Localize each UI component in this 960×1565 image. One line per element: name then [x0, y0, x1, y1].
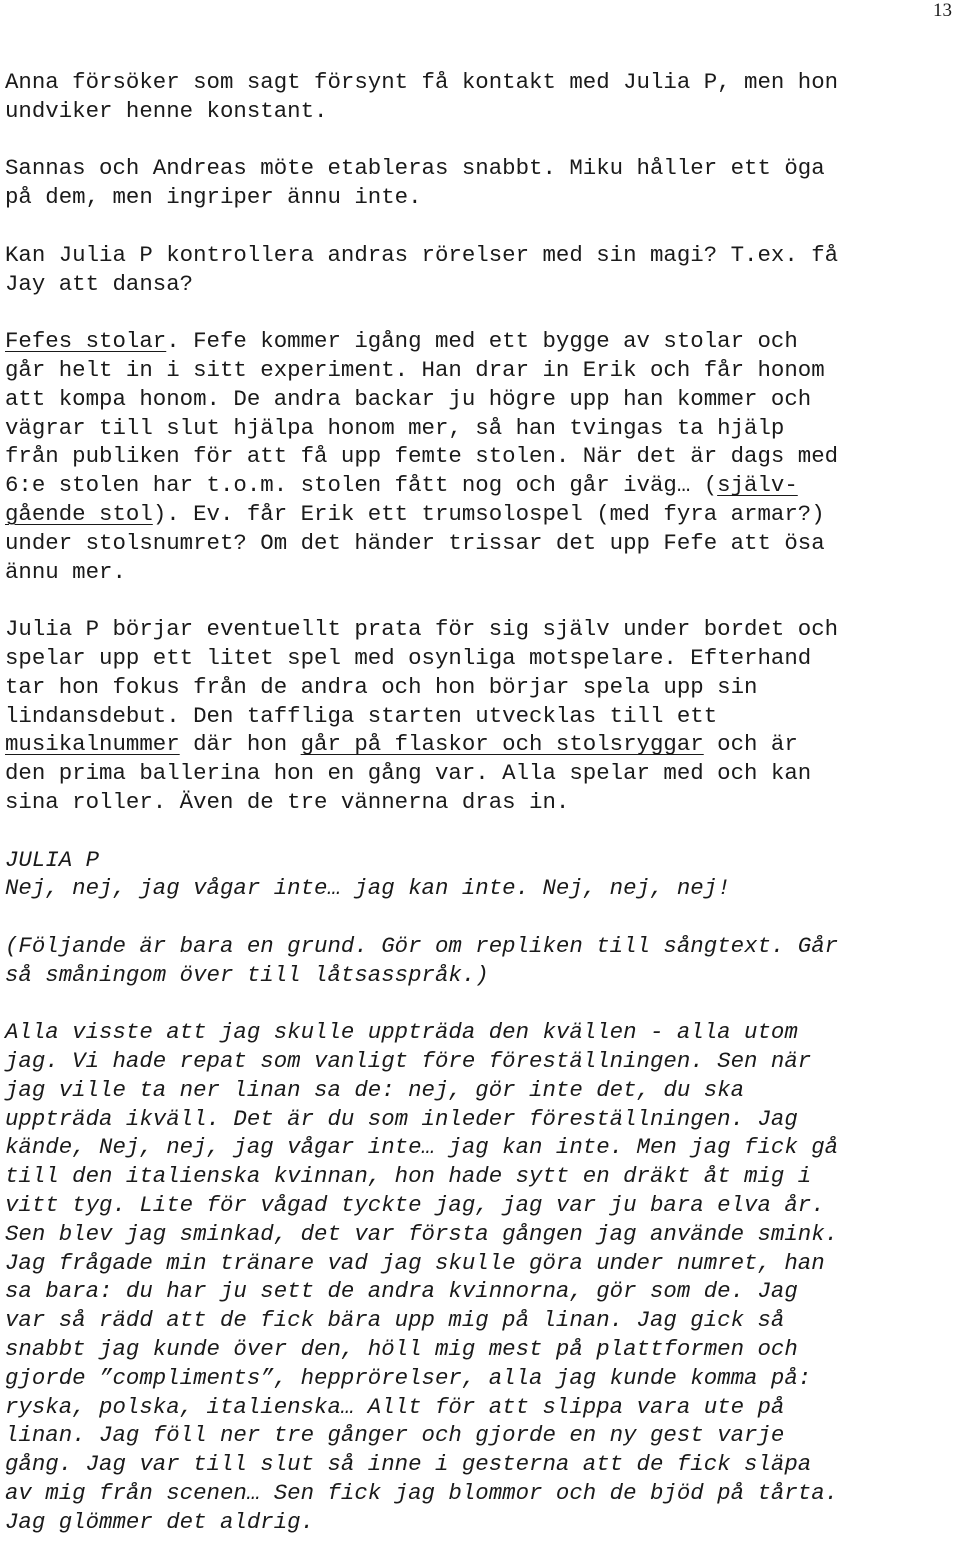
paragraph-julia-magic — [5, 241, 955, 299]
text-line: Jay att dansa? — [5, 270, 194, 297]
stage-direction — [5, 932, 955, 990]
text-line: var så rädd att de fick bära upp mig på linan. Jag gick så — [5, 1307, 785, 1334]
text-line: under stolsnumret? Om det händer trissar det upp Fefe att ösa — [5, 529, 825, 556]
underlined-heading: Fefes stolar — [5, 328, 167, 355]
text-line: så småningom över till låtsasspråk.) — [5, 961, 489, 988]
text-line: Jag glömmer det aldrig. — [5, 1508, 315, 1535]
text-line: sa bara: du har ju sett de andra kvinnorna, gör som de. Jag — [5, 1278, 798, 1305]
paragraph-anna — [5, 68, 955, 126]
page-number: 13 — [933, 0, 952, 21]
dialogue-julia — [5, 846, 955, 904]
monologue — [5, 1018, 955, 1536]
text-line: sina roller. Även de tre vännerna dras in. — [5, 788, 570, 815]
text-line: att kompa honom. De andra backar ju högre upp han kommer och — [5, 385, 812, 412]
paragraph-julia-lindans — [5, 615, 955, 817]
text-line: Julia P börjar eventuellt prata för sig själv under bordet och — [5, 616, 839, 643]
text-line: undviker henne konstant. — [5, 97, 328, 124]
text-line: Alla visste att jag skulle uppträda den kvällen - alla utom — [5, 1019, 798, 1046]
underlined-text: gående stol — [5, 500, 153, 527]
text-line: spelar upp ett litet spel med osynliga motspelare. Efterhand — [5, 644, 812, 671]
text-line: vägrar till slut hjälpa honom mer, så han tvingas ta hjälp — [5, 414, 785, 441]
text-line: lindansdebut. Den taffliga starten utvecklas till ett — [5, 702, 718, 729]
paragraph-fefes-stolar — [5, 327, 955, 586]
text-line: på dem, men ingriper ännu inte. — [5, 184, 422, 211]
text-line: av mig från scenen… Sen fick jag blommor och de bjöd på tårta. — [5, 1480, 839, 1507]
text-line: Kan Julia P kontrollera andras rörelser med sin magi? T.ex. få — [5, 241, 839, 268]
text-line: snabbt jag kunde över den, höll mig mest på plattformen och — [5, 1336, 798, 1363]
text-line: går helt in i sitt experiment. Han drar in Erik och får honom — [5, 356, 825, 383]
text-line: ännu mer. — [5, 558, 126, 585]
underlined-text: musikalnummer — [5, 731, 180, 758]
text-line: Sannas och Andreas möte etableras snabbt. Miku håller ett öga — [5, 155, 825, 182]
text-line: till den italienska kvinnan, hon hade sytt en dräkt åt mig i — [5, 1163, 812, 1190]
dialogue-line: Nej, nej, jag vågar inte… jag kan inte. Nej, nej, nej! — [5, 875, 731, 902]
text-line: . Fefe kommer igång med ett bygge av stolar och — [166, 328, 798, 355]
text-line: där hon — [179, 731, 301, 758]
speaker-name: JULIA P — [5, 846, 100, 873]
text-line: Sen blev jag sminkad, det var första gången jag använde smink. — [5, 1220, 839, 1247]
text-line: jag. Vi hade repat som vanligt före föreställningen. Sen när — [5, 1048, 812, 1075]
text-line: 6:e stolen har t.o.m. stolen fått nog och går iväg… ( — [5, 472, 718, 499]
underlined-text: själv- — [717, 472, 798, 499]
document-body — [5, 68, 955, 1565]
text-line: den prima ballerina hon en gång var. Alla spelar med och kan — [5, 760, 812, 787]
text-line: vitt tyg. Lite för vågad tyckte jag, jag var ju bara elva år. — [5, 1192, 825, 1219]
text-line: gjorde ”compliments”, hepprörelser, alla jag kunde komma på: — [5, 1364, 812, 1391]
text-line: Jag frågade min tränare vad jag skulle göra under numret, han — [5, 1249, 825, 1276]
text-line: (Följande är bara en grund. Gör om repliken till sångtext. Går — [5, 932, 839, 959]
text-line: tar hon fokus från de andra och hon börjar spela upp sin — [5, 673, 758, 700]
text-line: jag ville ta ner linan sa de: nej, gör inte det, du ska — [5, 1076, 745, 1103]
text-line: linan. Jag föll ner tre gånger och gjorde en ny gest varje — [5, 1422, 785, 1449]
text-line: uppträda ikväll. Det är du som inleder föreställningen. Jag — [5, 1105, 798, 1132]
text-line: gång. Jag var till slut så inne i gesterna att de fick släpa — [5, 1451, 812, 1478]
text-line: ryska, polska, italienska… Allt för att slippa vara ute på — [5, 1393, 785, 1420]
text-line: och är — [703, 731, 798, 758]
text-line: kände, Nej, nej, jag vågar inte… jag kan inte. Men jag fick gå — [5, 1134, 839, 1161]
underlined-text: går på flaskor och stolsryggar — [300, 731, 704, 758]
text-line: Anna försöker som sagt försynt få kontakt med Julia P, men hon — [5, 69, 839, 95]
text-line: från publiken för att få upp femte stolen. När det är dags med — [5, 443, 839, 470]
text-line: ). Ev. får Erik ett trumsolospel (med fyra armar?) — [152, 500, 825, 527]
paragraph-sanna-andreas — [5, 154, 955, 212]
